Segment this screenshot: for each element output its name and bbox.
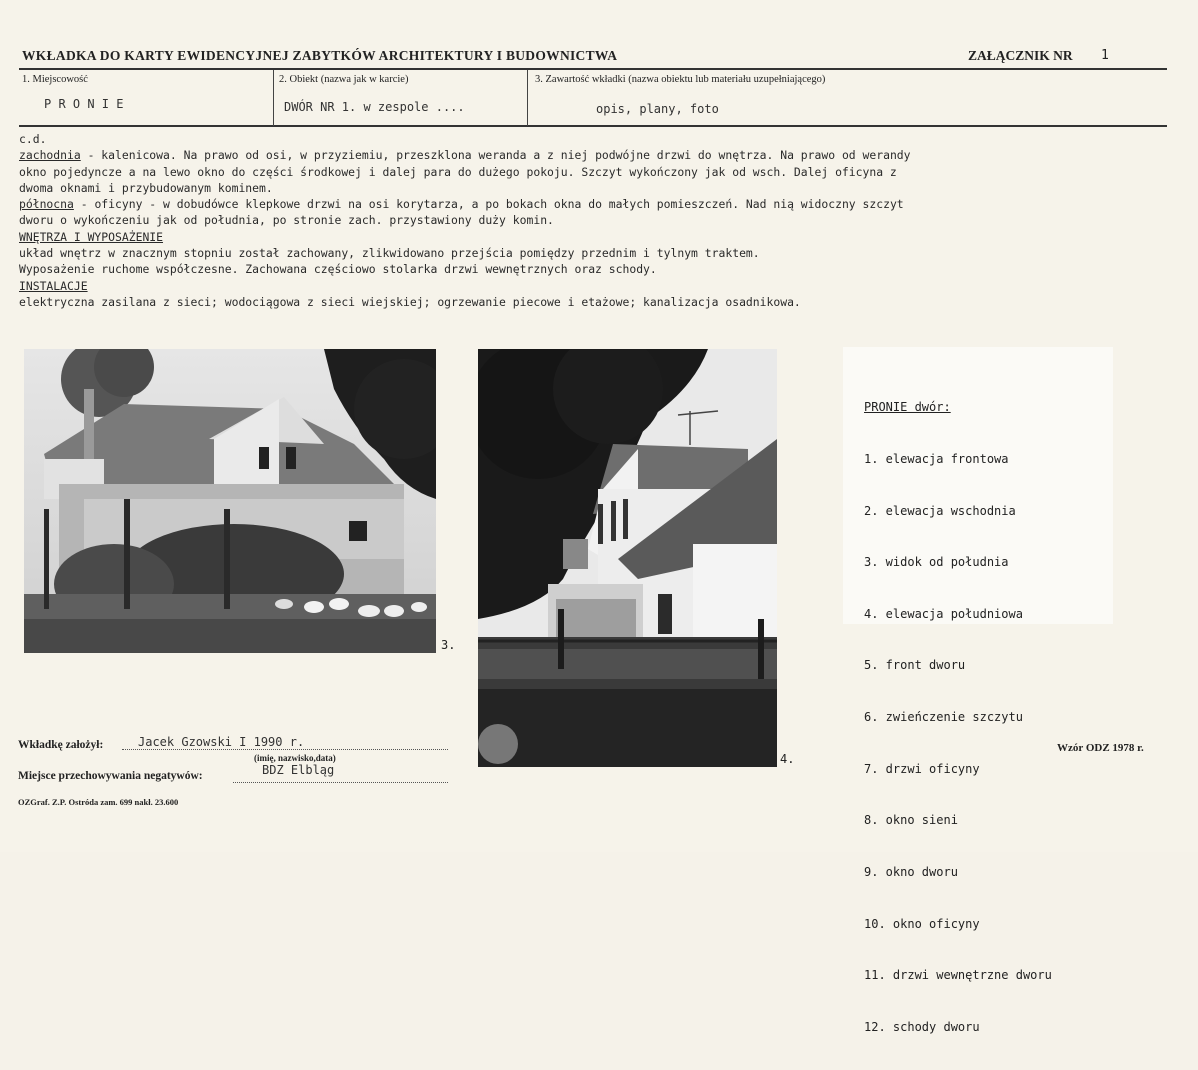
legend-item-1: 1. elewacja frontowa xyxy=(864,452,1009,467)
legend-item-11: 11. drzwi wewnętrzne dworu xyxy=(864,968,1052,983)
header-rule-top xyxy=(19,68,1167,70)
field-1-label: 1. Miejscowość xyxy=(22,74,88,85)
desc-line-1: c.d. xyxy=(19,132,47,146)
desc-line-2: - kalenicowa. Na prawo od osi, w przyziemiu, przeszklona weranda a z niej podwójne drzwi do wnętrza. Na prawo od werandy xyxy=(80,148,911,163)
photo-south-view-number: 3. xyxy=(441,638,456,652)
print-info: OZGraf. Z.P. Ostróda zam. 699 nakł. 23.600 xyxy=(18,797,179,807)
field-divider-1 xyxy=(273,70,274,126)
photo-south-view xyxy=(24,349,436,653)
founded-by-label: Wkładkę założył: xyxy=(18,739,104,751)
form-title: WKŁADKA DO KARTY EWIDENCYJNEJ ZABYTKÓW ARCHITEKTURY I BUDOWNICTWA xyxy=(22,48,618,63)
founded-by-hint: (imię, nazwisko,data) xyxy=(254,753,336,763)
desc-line-5: - oficyny - w dobudówce klepkowe drzwi na osi korytarza, a po bokach okna do małych pomieszczeń. Nad nią widoczny szczyt xyxy=(73,197,904,212)
negative-storage-value: BDZ Elbląg xyxy=(262,763,335,777)
legend-item-9: 9. okno dworu xyxy=(864,864,958,879)
founded-by-value: Jacek Gzowski I 1990 r. xyxy=(138,735,305,749)
legend-item-4: 4. elewacja południowa xyxy=(864,606,1023,621)
heading-interior: WNĘTRZA I WYPOSAŻENIE xyxy=(19,229,164,244)
legend-title: PRONIE dwór: xyxy=(864,400,951,415)
form-model: Wzór ODZ 1978 r. xyxy=(1057,742,1144,754)
annex-label: ZAŁĄCZNIK NR xyxy=(968,48,1073,63)
desc-line-11: elektryczna zasilana z sieci; wodociągowa z sieci wiejskiej; ogrzewanie piecowe i etażowe; kanalizacja osadnikowa. xyxy=(19,294,801,309)
negative-storage-label: Miejsce przechowywania negatywów: xyxy=(18,770,203,782)
field-1-value: P R O N I E xyxy=(44,97,124,111)
photo-south-elevation xyxy=(478,349,777,767)
desc-line-9: Wyposażenie ruchome współczesne. Zachowana częściowo stolarka drzwi wewnętrznych oraz schody. xyxy=(19,262,657,277)
desc-line-8: układ wnętrz w znacznym stopniu został zachowany, zlikwidowano przejścia pomiędzy przednim i tylnym traktem. xyxy=(19,246,760,261)
field-2-value: DWÓR NR 1. w zespole .... xyxy=(284,100,465,114)
photo-south-elevation-image xyxy=(478,349,777,767)
legend-item-12: 12. schody dworu xyxy=(864,1019,980,1034)
field-divider-2 xyxy=(527,70,528,126)
legend-item-2: 2. elewacja wschodnia xyxy=(864,503,1016,518)
heading-north: północna xyxy=(19,197,74,212)
annex-number: 1 xyxy=(1101,48,1109,63)
legend-item-3: 3. widok od południa xyxy=(864,555,1009,570)
photo-south-view-image xyxy=(24,349,436,653)
legend-item-7: 7. drzwi oficyny xyxy=(864,761,980,776)
legend-item-10: 10. okno oficyny xyxy=(864,916,980,931)
desc-line-4: dwoma oknami i przybudowanym kominem. xyxy=(19,180,273,195)
field-2-label: 2. Obiekt (nazwa jak w karcie) xyxy=(279,74,409,85)
header-rule-bottom xyxy=(19,125,1167,127)
legend-item-8: 8. okno sieni xyxy=(864,813,958,828)
description-text xyxy=(19,131,1179,310)
founded-by-line xyxy=(122,749,448,750)
desc-line-3: okno pojedyncze a na lewo okno do części środkowej i dalej para do dużego pokoju. Szczyt wykończony jak od wsch. Dalej oficyna z xyxy=(19,164,897,179)
heading-west: zachodnia xyxy=(19,148,81,163)
negative-storage-line xyxy=(233,782,448,783)
desc-line-6: dworu o wykończeniu jak od południa, po stronie zach. przystawiony duży komin. xyxy=(19,213,554,228)
photo-south-elevation-number: 4. xyxy=(780,752,795,766)
field-3-label: 3. Zawartość wkładki (nazwa obiektu lub materiału uzupełniającego) xyxy=(535,74,826,85)
field-3-value: opis, plany, foto xyxy=(596,102,719,116)
heading-installations: INSTALACJE xyxy=(19,278,88,293)
legend-item-6: 6. zwieńczenie szczytu xyxy=(864,710,1023,725)
legend-item-5: 5. front dworu xyxy=(864,658,966,673)
